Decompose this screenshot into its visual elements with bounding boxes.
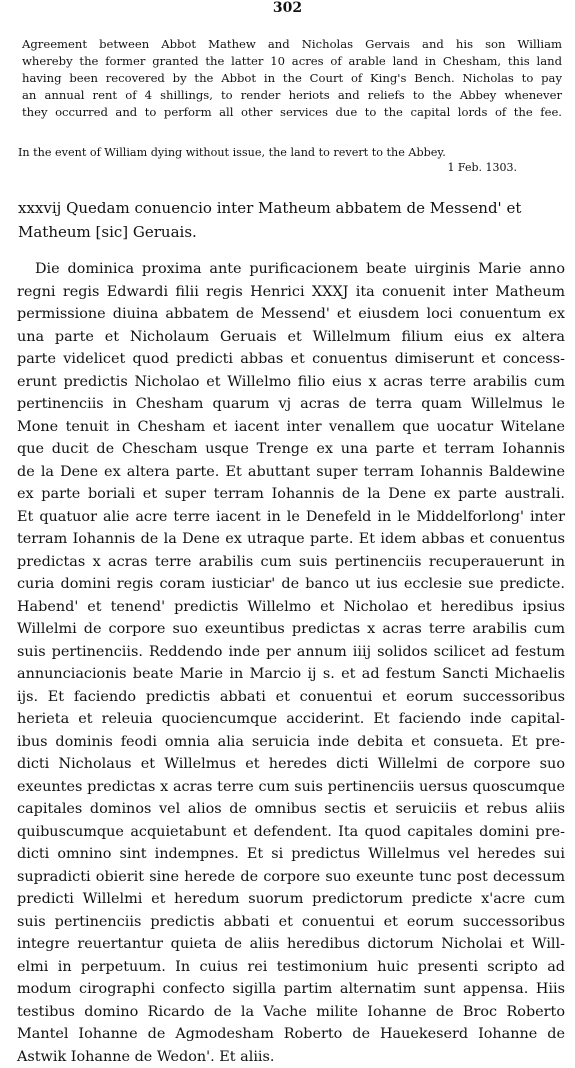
body-line: Die dominica proxima ante purificacionem beate uirginis Marie anno: [17, 258, 565, 281]
body-line: terram Iohannis de la Dene ex utraque parte. Et idem abbas et conuentus: [17, 528, 565, 551]
body-line: ex parte boriali et super terram Iohannis de la Dene ex parte australi.: [17, 483, 565, 506]
body-line: Willelmi de corpore suo exeuntibus predictas x acras terre arabilis cum: [17, 618, 565, 641]
summary-note: In the event of William dying without issue, the land to revert to the Abbey.: [18, 144, 538, 161]
summary-line: having been recovered by the Abbot in the Court of King's Bench. Nicholas to pay: [22, 70, 562, 87]
charter-body: [17, 258, 565, 1068]
body-line: parte videlicet quod predicti abbas et conuentus dimiserunt et concess-: [17, 348, 565, 371]
body-line: una parte et Nicholaum Geruais et Willelmum filium eius ex altera: [17, 326, 565, 349]
body-line: Astwik Iohanne de Wedon'. Et aliis.: [17, 1046, 565, 1068]
body-line: annunciacionis beate Marie in Marcio ij s. et ad festum Sancti Michaelis: [17, 663, 565, 686]
body-line: pertinenciis in Chesham quarum vj acras de terra quam Willelmus le: [17, 393, 565, 416]
body-line: predicti Willelmi et heredum suorum predictorum predicte x'acre cum: [17, 888, 565, 911]
english-summary: [22, 36, 562, 121]
body-line: dicti omnino sint indempnes. Et si predictus Willelmus vel heredes sui: [17, 843, 565, 866]
summary-line: they occurred and to perform all other services due to the capital lords of the fee.: [22, 104, 562, 121]
body-line: suis pertinenciis predictis abbati et conuentui et eorum successoribus: [17, 911, 565, 934]
body-line: capitales dominos vel alios de omnibus sectis et seruiciis et rebus aliis: [17, 798, 565, 821]
heading-line: Matheum [sic] Geruais.: [18, 220, 563, 244]
summary-date: 1 Feb. 1303.: [447, 161, 517, 174]
summary-line: whereby the former granted the latter 10 acres of arable land in Chesham, this land: [22, 53, 562, 70]
body-line: ibus dominis feodi omnia alia seruicia inde debita et consueta. Et pre-: [17, 731, 565, 754]
page-number: 302: [0, 0, 575, 16]
body-line: regni regis Edwardi filii regis Henrici XXXJ ita conuenit inter Matheum: [17, 281, 565, 304]
body-line: curia domini regis coram iusticiar' de banco ut ius ecclesie sue predicte.: [17, 573, 565, 596]
charter-heading: [18, 196, 563, 244]
body-line: erunt predictis Nicholao et Willelmo filio eius x acras terre arabilis cum: [17, 371, 565, 394]
body-line: Et quatuor alie acre terre iacent in le Denefeld in le Middelforlong' inter: [17, 506, 565, 529]
body-line: de la Dene ex altera parte. Et abuttant super terram Iohannis Baldewine: [17, 461, 565, 484]
summary-line: an annual rent of 4 shillings, to render heriots and reliefs to the Abbey whenever: [22, 87, 562, 104]
body-line: suis pertinenciis. Reddendo inde per annum iiij solidos scilicet ad festum: [17, 641, 565, 664]
body-line: supradicti obierit sine herede de corpore suo exeunte tunc post decessum: [17, 866, 565, 889]
body-line: testibus domino Ricardo de la Vache milite Iohanne de Broc Roberto: [17, 1001, 565, 1024]
body-line: que ducit de Chescham usque Trenge ex una parte et terram Iohannis: [17, 438, 565, 461]
summary-line: Agreement between Abbot Mathew and Nicholas Gervais and his son William: [22, 36, 562, 53]
body-line: elmi in perpetuum. In cuius rei testimonium huic presenti scripto ad: [17, 956, 565, 979]
heading-line: xxxvij Quedam conuencio inter Matheum abbatem de Messend' et: [18, 196, 563, 220]
body-line: ijs. Et faciendo predictis abbati et conuentui et eorum successoribus: [17, 686, 565, 709]
body-line: herieta et releuia quociencumque acciderint. Et faciendo inde capital-: [17, 708, 565, 731]
body-line: Habend' et tenend' predictis Willelmo et Nicholao et heredibus ipsius: [17, 596, 565, 619]
body-line: quibuscumque acquietabunt et defendent. Ita quod capitales domini pre-: [17, 821, 565, 844]
body-line: exeuntes predictas x acras terre cum suis pertinenciis uersus quoscumque: [17, 776, 565, 799]
body-line: predictas x acras terre arabilis cum suis pertinenciis recuperauerunt in: [17, 551, 565, 574]
body-line: integre reuertantur quieta de aliis heredibus dictorum Nicholai et Will-: [17, 933, 565, 956]
body-line: Mantel Iohanne de Agmodesham Roberto de Hauekeserd Iohanne de: [17, 1023, 565, 1046]
body-line: modum cirographi confecto sigilla partim alternatim sunt appensa. Hiis: [17, 978, 565, 1001]
body-line: Mone tenuit in Chesham et iacent inter venallem que uocatur Witelane: [17, 416, 565, 439]
body-line: dicti Nicholaus et Willelmus et heredes dicti Willelmi de corpore suo: [17, 753, 565, 776]
body-line: permissione diuina abbatem de Messend' et eiusdem loci conuentum ex: [17, 303, 565, 326]
